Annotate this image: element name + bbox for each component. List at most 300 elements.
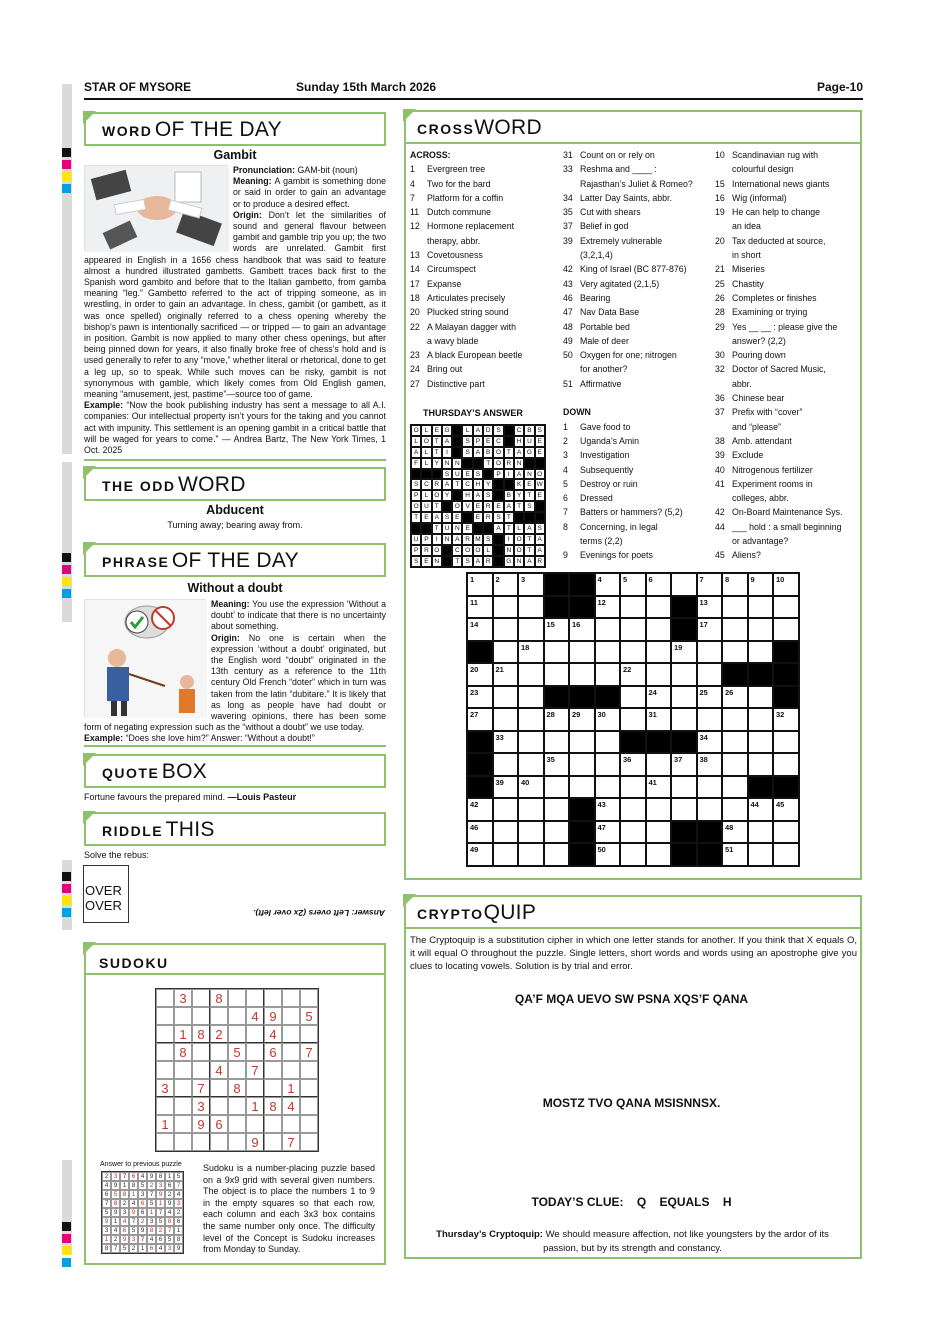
crossword-cell[interactable] — [646, 708, 672, 731]
clue-item — [563, 205, 713, 219]
sudoku-cell[interactable] — [156, 1133, 174, 1151]
sudoku-cell[interactable] — [300, 1133, 318, 1151]
color-swatches — [62, 872, 71, 917]
crossword-cell[interactable] — [773, 843, 799, 866]
sudoku-answer-cell: 8 — [102, 1244, 111, 1253]
sudoku-cell[interactable]: 5 — [228, 1043, 246, 1061]
crossword-cell[interactable] — [518, 596, 544, 619]
crossword-cell[interactable] — [518, 821, 544, 844]
crossword-cell[interactable] — [697, 686, 723, 709]
crossword-cell[interactable] — [620, 821, 646, 844]
crossword-cell[interactable] — [646, 663, 672, 686]
crossword-cell[interactable] — [544, 731, 570, 754]
clue-item — [410, 334, 558, 348]
sudoku-cell[interactable]: 3 — [156, 1079, 174, 1097]
sudoku-cell[interactable] — [228, 1115, 246, 1133]
answer-letter: U — [411, 534, 421, 545]
crossword-cell[interactable] — [722, 686, 748, 709]
clue-number — [410, 234, 427, 248]
sudoku-cell[interactable] — [210, 1079, 228, 1097]
answer-letter: H — [462, 490, 472, 501]
sudoku-answer-cell: 8 — [111, 1199, 120, 1208]
crossword-cell[interactable] — [493, 821, 519, 844]
crossword-cell[interactable] — [748, 573, 774, 596]
crossword-cell[interactable] — [697, 753, 723, 776]
crossword-cell[interactable] — [748, 596, 774, 619]
crossword-cell[interactable] — [493, 731, 519, 754]
crossword-cell[interactable] — [722, 618, 748, 641]
sudoku-cell[interactable]: 7 — [246, 1061, 264, 1079]
crossword-cell[interactable] — [595, 573, 621, 596]
sudoku-cell[interactable]: 9 — [246, 1133, 264, 1151]
previous-cryptoquip — [420, 1228, 845, 1256]
clue-number: 42 — [563, 264, 573, 275]
sudoku-cell[interactable] — [156, 1007, 174, 1025]
crossword-cell[interactable] — [722, 573, 748, 596]
crossword-cell[interactable] — [697, 708, 723, 731]
sudoku-cell[interactable]: 8 — [210, 989, 228, 1007]
black-square — [773, 663, 799, 686]
crossword-cell[interactable] — [697, 641, 723, 664]
crossword-cell[interactable] — [748, 753, 774, 776]
sudoku-answer-cell: 2 — [165, 1190, 174, 1199]
sudoku-cell[interactable]: 6 — [264, 1043, 282, 1061]
answer-letter: O — [432, 545, 442, 556]
sudoku-answer-cell: 1 — [156, 1199, 165, 1208]
crossword-cell[interactable] — [544, 776, 570, 799]
clue-text: Uganda’s Amin — [580, 435, 640, 446]
sudoku-cell[interactable]: 4 — [264, 1025, 282, 1043]
sudoku-answer-cell: 9 — [138, 1226, 147, 1235]
black-square — [411, 523, 421, 534]
crossword-cell[interactable] — [544, 843, 570, 866]
crossword-cell[interactable] — [467, 596, 493, 619]
crossword-cell[interactable] — [748, 843, 774, 866]
crossword-cell[interactable] — [671, 776, 697, 799]
black-square — [646, 731, 672, 754]
answer-letter: P — [411, 545, 421, 556]
clue-number — [410, 334, 427, 348]
black-square — [467, 753, 493, 776]
sudoku-cell[interactable]: 9 — [192, 1115, 210, 1133]
crossword-cell[interactable] — [518, 843, 544, 866]
crossword-cell[interactable] — [697, 776, 723, 799]
crossword-cell[interactable] — [569, 731, 595, 754]
sudoku-cell[interactable] — [192, 1007, 210, 1025]
crossword-cell[interactable] — [493, 686, 519, 709]
clue-text: Chinese bear — [732, 393, 785, 404]
crossword-cell[interactable] — [544, 753, 570, 776]
sudoku-cell[interactable]: 6 — [210, 1115, 228, 1133]
sudoku-cell[interactable] — [228, 1007, 246, 1025]
black-square — [467, 641, 493, 664]
crossword-cell[interactable] — [748, 731, 774, 754]
crossword-cell[interactable] — [671, 753, 697, 776]
sudoku-cell[interactable] — [300, 1061, 318, 1079]
crossword-cell[interactable] — [467, 708, 493, 731]
crossword-cell[interactable] — [493, 798, 519, 821]
clue-text: Bearing — [580, 292, 611, 303]
sudoku-cell[interactable] — [264, 1115, 282, 1133]
black-square — [452, 447, 462, 458]
sudoku-cell[interactable] — [282, 1061, 300, 1079]
sudoku-cell[interactable]: 8 — [264, 1097, 282, 1115]
sudoku-cell[interactable]: 1 — [282, 1079, 300, 1097]
crossword-cell[interactable] — [620, 641, 646, 664]
crossword-cell[interactable] — [544, 798, 570, 821]
clue-number: 35 — [563, 207, 573, 218]
crossword-cell[interactable] — [773, 753, 799, 776]
sudoku-cell[interactable] — [264, 1061, 282, 1079]
crossword-cell[interactable] — [722, 821, 748, 844]
sudoku-cell[interactable] — [210, 1133, 228, 1151]
crossword-cell[interactable] — [646, 596, 672, 619]
crossword-cell[interactable] — [646, 843, 672, 866]
sudoku-cell[interactable] — [282, 989, 300, 1007]
clue-item — [563, 505, 713, 519]
crossword-cell[interactable] — [518, 663, 544, 686]
crossword-cell[interactable] — [595, 618, 621, 641]
crossword-cell[interactable] — [544, 618, 570, 641]
crossword-cell[interactable] — [722, 596, 748, 619]
crossword-cell[interactable] — [518, 618, 544, 641]
cryptoquip-clue: TODAY’S CLUE: Q EQUALS H — [531, 1195, 732, 1209]
sudoku-cell[interactable] — [156, 1043, 174, 1061]
black-square — [773, 686, 799, 709]
crossword-cell[interactable] — [620, 618, 646, 641]
crossword-cell[interactable] — [646, 686, 672, 709]
sudoku-cell[interactable] — [174, 1133, 192, 1151]
sudoku-cell[interactable] — [156, 1025, 174, 1043]
sudoku-cell[interactable]: 1 — [246, 1097, 264, 1115]
crossword-cell[interactable] — [722, 843, 748, 866]
sudoku-cell[interactable] — [300, 1025, 318, 1043]
crossword-banner — [404, 110, 862, 144]
black-square — [493, 534, 503, 545]
crossword-cell[interactable] — [773, 573, 799, 596]
crossword-cell[interactable] — [467, 663, 493, 686]
crossword-cell[interactable] — [722, 798, 748, 821]
crossword-cell[interactable] — [773, 731, 799, 754]
sudoku-answer-cell: 1 — [147, 1208, 156, 1217]
sudoku-cell[interactable] — [264, 1079, 282, 1097]
sudoku-cell[interactable] — [192, 1133, 210, 1151]
sudoku-cell[interactable]: 7 — [300, 1043, 318, 1061]
crossword-cell[interactable] — [697, 731, 723, 754]
cell-number: 5 — [623, 575, 628, 584]
crossword-cell[interactable] — [493, 753, 519, 776]
crossword-cell[interactable] — [620, 798, 646, 821]
black-square — [569, 798, 595, 821]
clue-text: Pouring down — [732, 350, 786, 361]
answer-letter: E — [421, 512, 431, 523]
answer-letter: T — [524, 545, 534, 556]
crossword-cell[interactable] — [722, 641, 748, 664]
sudoku-cell[interactable]: 8 — [192, 1025, 210, 1043]
sudoku-cell[interactable] — [174, 1007, 192, 1025]
answer-letter: L — [421, 425, 431, 436]
sudoku-cell[interactable] — [228, 1061, 246, 1079]
sudoku-cell[interactable] — [156, 1097, 174, 1115]
clue-item — [410, 362, 558, 376]
crossword-cell[interactable] — [595, 753, 621, 776]
crossword-cell[interactable] — [518, 798, 544, 821]
sudoku-answer-cell: 7 — [111, 1244, 120, 1253]
sudoku-cell[interactable] — [300, 1097, 318, 1115]
crossword-cell[interactable] — [646, 798, 672, 821]
crossword-cell[interactable] — [620, 708, 646, 731]
sudoku-cell[interactable]: 2 — [210, 1025, 228, 1043]
crossword-cell[interactable] — [722, 753, 748, 776]
crossword-cell[interactable] — [467, 798, 493, 821]
crossword-cell[interactable] — [646, 776, 672, 799]
crossword-cell[interactable] — [467, 843, 493, 866]
crossword-cell[interactable] — [773, 798, 799, 821]
crossword-cell[interactable] — [671, 573, 697, 596]
crossword-cell[interactable] — [697, 596, 723, 619]
sudoku-cell[interactable] — [174, 1115, 192, 1133]
crossword-cell[interactable] — [493, 618, 519, 641]
sudoku-answer-cell: 3 — [147, 1217, 156, 1226]
clue-text: abbr. — [732, 378, 752, 389]
crossword-cell[interactable] — [773, 618, 799, 641]
answer-letter: S — [535, 523, 545, 534]
sudoku-cell[interactable]: 4 — [282, 1097, 300, 1115]
cell-number: 8 — [725, 575, 730, 584]
sudoku-cell[interactable] — [246, 1115, 264, 1133]
sudoku-cell[interactable] — [174, 1079, 192, 1097]
crossword-cell[interactable] — [595, 708, 621, 731]
answer-letter: Y — [514, 490, 524, 501]
clue-number: 6 — [563, 493, 568, 504]
crossword-cell[interactable] — [493, 708, 519, 731]
sudoku-cell[interactable] — [264, 1133, 282, 1151]
crossword-cell[interactable] — [518, 641, 544, 664]
crossword-cell[interactable] — [671, 663, 697, 686]
sudoku-answer-cell: 8 — [156, 1172, 165, 1181]
crossword-cell[interactable] — [493, 843, 519, 866]
crossword-cell[interactable] — [671, 641, 697, 664]
sudoku-answer-cell: 3 — [129, 1235, 138, 1244]
answer-letter: U — [524, 436, 534, 447]
clue-item — [410, 177, 558, 191]
crossword-cell[interactable] — [569, 641, 595, 664]
crossword-cell[interactable] — [773, 821, 799, 844]
sudoku-answer-grid — [101, 1171, 184, 1254]
crossword-cell[interactable] — [748, 618, 774, 641]
sudoku-cell[interactable] — [300, 1079, 318, 1097]
crossword-cell[interactable] — [518, 753, 544, 776]
sudoku-cell[interactable]: 7 — [192, 1079, 210, 1097]
clue-item — [563, 305, 713, 319]
sudoku-cell[interactable] — [210, 1007, 228, 1025]
crossword-cell[interactable] — [595, 798, 621, 821]
crossword-cell[interactable] — [748, 641, 774, 664]
sudoku-cell[interactable] — [246, 1025, 264, 1043]
sudoku-cell[interactable] — [282, 1007, 300, 1025]
banner-small-text: QUOTE — [102, 765, 160, 781]
crossword-cell[interactable] — [620, 753, 646, 776]
crossword-cell[interactable] — [773, 596, 799, 619]
crossword-cell[interactable] — [748, 798, 774, 821]
crossword-cell[interactable] — [748, 686, 774, 709]
sudoku-cell[interactable] — [228, 1097, 246, 1115]
clue-item — [563, 320, 713, 334]
crossword-cell[interactable] — [467, 618, 493, 641]
sudoku-cell[interactable]: 4 — [246, 1007, 264, 1025]
sudoku-cell[interactable] — [210, 1043, 228, 1061]
crossword-cell[interactable] — [493, 573, 519, 596]
crossword-cell[interactable] — [467, 573, 493, 596]
crossword-cell[interactable] — [518, 686, 544, 709]
sudoku-answer-cell: 1 — [138, 1244, 147, 1253]
answer-letter: A — [432, 512, 442, 523]
crossword-cell[interactable] — [748, 708, 774, 731]
crossword-cell[interactable] — [722, 776, 748, 799]
crossword-cell[interactable] — [620, 776, 646, 799]
crossword-cell[interactable] — [518, 731, 544, 754]
crossword-cell[interactable] — [569, 708, 595, 731]
divider — [84, 745, 386, 747]
crossword-cell[interactable] — [748, 821, 774, 844]
clue-number: 39 — [563, 235, 573, 246]
answer-letter: O — [473, 545, 483, 556]
down-heading: DOWN — [563, 407, 591, 418]
crossword-cell[interactable] — [493, 596, 519, 619]
crossword-cell[interactable] — [620, 573, 646, 596]
crossword-cell[interactable] — [595, 641, 621, 664]
sudoku-cell[interactable]: 7 — [282, 1133, 300, 1151]
sudoku-cell[interactable] — [282, 1043, 300, 1061]
sudoku-cell[interactable] — [192, 989, 210, 1007]
sudoku-answer-cell: 7 — [120, 1172, 129, 1181]
crossword-cell[interactable] — [773, 708, 799, 731]
answer-letter: O — [432, 490, 442, 501]
sudoku-cell[interactable] — [228, 1133, 246, 1151]
crossword-cell[interactable] — [646, 821, 672, 844]
crossword-cell[interactable] — [722, 708, 748, 731]
crossword-cell[interactable] — [697, 573, 723, 596]
sudoku-answer-cell: 6 — [174, 1217, 183, 1226]
sudoku-cell[interactable] — [264, 989, 282, 1007]
crossword-cell[interactable] — [646, 641, 672, 664]
label-origin: Origin: — [211, 632, 240, 643]
banner-small-text: CRYPTO — [417, 906, 484, 922]
sudoku-cell[interactable]: 3 — [192, 1097, 210, 1115]
crossword-cell[interactable] — [569, 618, 595, 641]
clue-text: Evenings for poets — [580, 550, 653, 561]
crossword-cell[interactable] — [493, 663, 519, 686]
crossword-cell[interactable] — [646, 753, 672, 776]
sudoku-cell[interactable]: 4 — [210, 1061, 228, 1079]
crossword-cell[interactable] — [671, 798, 697, 821]
crossword-cell[interactable] — [493, 776, 519, 799]
sudoku-cell[interactable]: 5 — [300, 1007, 318, 1025]
crossword-cell[interactable] — [620, 686, 646, 709]
phrase-title: Without a doubt — [187, 581, 283, 595]
answer-letter: N — [442, 534, 452, 545]
sudoku-cell[interactable] — [300, 1115, 318, 1133]
crossword-cell[interactable] — [467, 821, 493, 844]
sudoku-cell[interactable] — [192, 1043, 210, 1061]
sudoku-cell[interactable] — [174, 1097, 192, 1115]
sudoku-cell[interactable] — [228, 1025, 246, 1043]
crossword-cell[interactable] — [620, 596, 646, 619]
crossword-cell[interactable] — [595, 821, 621, 844]
sudoku-cell[interactable] — [174, 1061, 192, 1079]
sudoku-cell[interactable] — [192, 1061, 210, 1079]
crossword-cell[interactable] — [697, 663, 723, 686]
sudoku-cell[interactable] — [210, 1097, 228, 1115]
across-heading: ACROSS: — [410, 150, 451, 160]
crossword-cell[interactable] — [671, 708, 697, 731]
crossword-cell[interactable] — [544, 821, 570, 844]
crossword-cell[interactable] — [544, 708, 570, 731]
crossword-cell[interactable] — [697, 798, 723, 821]
crossword-grid[interactable] — [466, 572, 800, 867]
sudoku-cell[interactable]: 8 — [174, 1043, 192, 1061]
crossword-cell[interactable] — [518, 573, 544, 596]
crossword-cell[interactable] — [569, 776, 595, 799]
sudoku-cell[interactable] — [156, 989, 174, 1007]
sudoku-cell[interactable] — [246, 1043, 264, 1061]
newspaper-name: STAR OF MYSORE — [84, 80, 192, 94]
crossword-cell[interactable] — [620, 663, 646, 686]
crossword-cell[interactable] — [671, 686, 697, 709]
crossword-cell[interactable] — [697, 618, 723, 641]
crossword-cell[interactable] — [569, 753, 595, 776]
cell-number: 51 — [725, 845, 734, 854]
sudoku-cell[interactable] — [246, 989, 264, 1007]
crossword-cell[interactable] — [646, 573, 672, 596]
sudoku-cell[interactable] — [246, 1079, 264, 1097]
crossword-cell[interactable] — [518, 708, 544, 731]
crossword-cell[interactable] — [467, 686, 493, 709]
crossword-cell[interactable] — [620, 843, 646, 866]
sudoku-cell[interactable]: 8 — [228, 1079, 246, 1097]
crossword-cell[interactable] — [595, 596, 621, 619]
crossword-cell[interactable] — [595, 663, 621, 686]
crossword-cell[interactable] — [544, 641, 570, 664]
crossword-cell[interactable] — [493, 641, 519, 664]
answer-letter: C — [514, 425, 524, 436]
crossword-cell[interactable] — [518, 776, 544, 799]
crossword-cell[interactable] — [595, 731, 621, 754]
label-meaning: Meaning: — [211, 599, 250, 609]
answer-letter: E — [473, 501, 483, 512]
black-square — [473, 523, 483, 534]
crossword-cell[interactable] — [722, 731, 748, 754]
sudoku-cell[interactable] — [282, 1025, 300, 1043]
sudoku-cell[interactable]: 3 — [174, 989, 192, 1007]
sudoku-cell[interactable] — [228, 989, 246, 1007]
crossword-cell[interactable] — [569, 663, 595, 686]
sudoku-cell[interactable] — [300, 989, 318, 1007]
sudoku-cell[interactable]: 9 — [264, 1007, 282, 1025]
sudoku-cell[interactable]: 1 — [174, 1025, 192, 1043]
clue-text: Latter Day Saints, abbr. — [580, 192, 672, 203]
crossword-cell[interactable] — [544, 663, 570, 686]
clue-item — [410, 320, 558, 334]
crossword-cell[interactable] — [646, 618, 672, 641]
clue-number: 3 — [563, 450, 568, 461]
crossword-cell[interactable] — [595, 776, 621, 799]
sudoku-cell[interactable] — [282, 1115, 300, 1133]
sudoku-cell[interactable]: 1 — [156, 1115, 174, 1133]
sudoku-cell[interactable] — [156, 1061, 174, 1079]
black-square — [504, 479, 514, 490]
crossword-cell[interactable] — [595, 843, 621, 866]
